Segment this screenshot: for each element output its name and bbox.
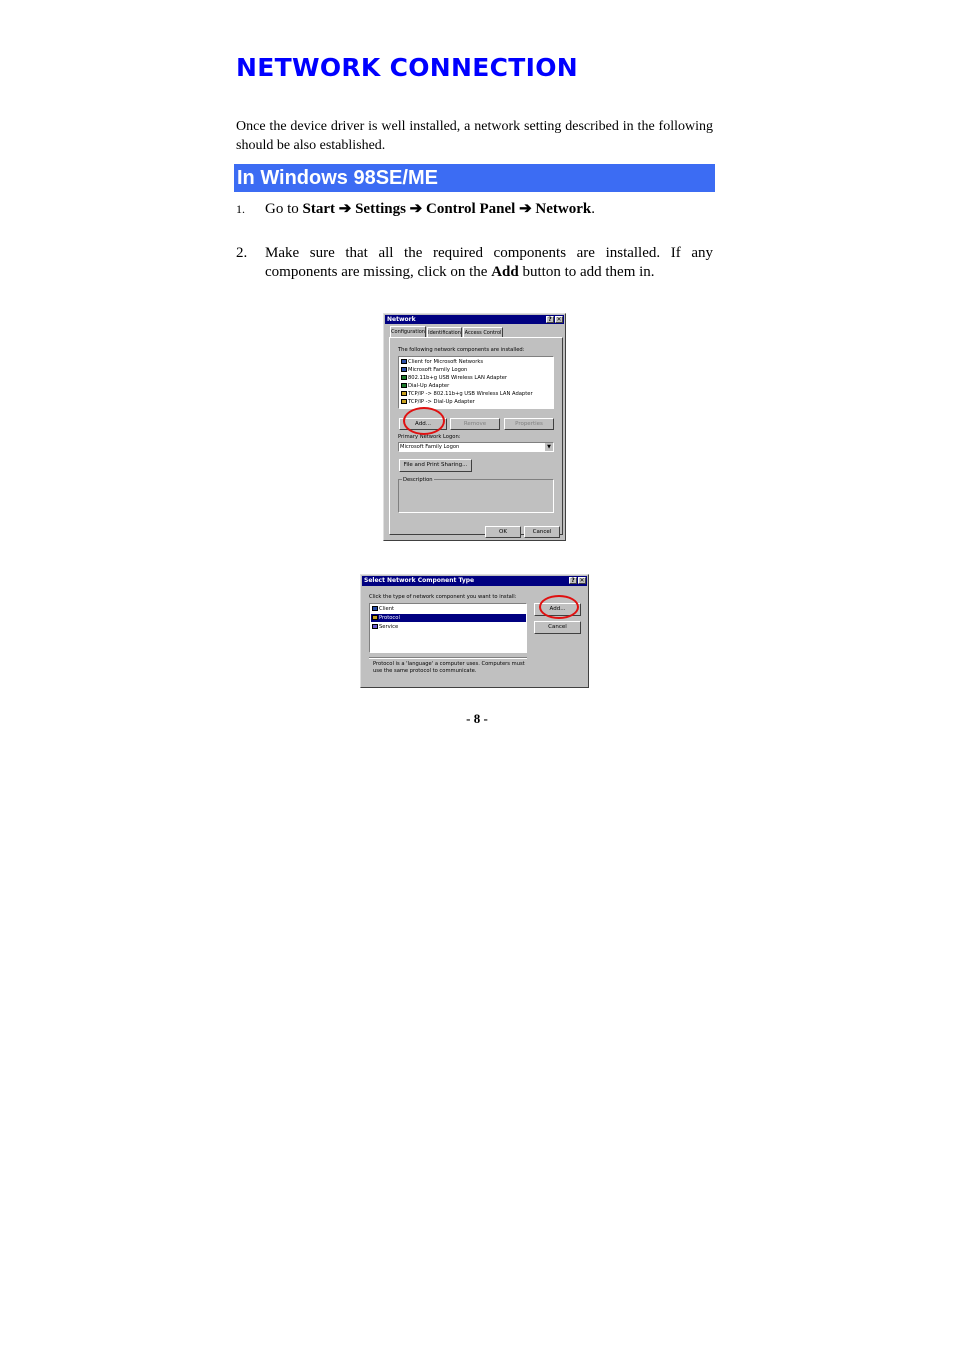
chevron-down-icon[interactable]: ▼	[545, 443, 553, 451]
list-item-label: Microsoft Family Logon	[408, 367, 468, 373]
client-icon	[401, 367, 407, 372]
list-item[interactable]	[371, 623, 526, 631]
close-icon[interactable]: ✕	[579, 577, 585, 584]
section-title: In Windows 98SE/ME	[237, 167, 438, 189]
step-2-add: Add	[491, 264, 519, 280]
client-icon	[372, 606, 378, 611]
protocol-description: Protocol is a 'language' a computer uses. Computers must use the same protocol to communicate.	[373, 661, 525, 674]
step-2-text	[265, 244, 713, 282]
list-item-label: Client for Microsoft Networks	[408, 359, 484, 365]
list-item[interactable]	[401, 390, 533, 398]
tab-configuration[interactable]: Configuration	[390, 326, 426, 338]
description-group	[398, 479, 554, 513]
list-item-label: Client	[379, 606, 395, 612]
step-2-text-after: button to add them in.	[518, 264, 655, 280]
primary-logon-value: Microsoft Family Logon	[400, 444, 460, 450]
network-dialog-titlebar	[385, 315, 564, 324]
list-item[interactable]	[401, 374, 507, 382]
list-item[interactable]	[371, 605, 526, 613]
network-dialog-title: Network	[387, 316, 416, 323]
page-heading: NETWORK CONNECTION	[236, 53, 579, 82]
highlight-circle	[539, 595, 579, 619]
tab-access-control[interactable]: Access Control	[463, 327, 503, 338]
divider	[369, 657, 527, 659]
list-item-label: TCP/IP -> Dial-Up Adapter	[408, 399, 475, 405]
remove-button[interactable]: Remove	[450, 418, 500, 430]
components-list[interactable]	[398, 356, 554, 409]
step-2-number: 2.	[236, 245, 248, 261]
step-1-network: Network	[535, 201, 592, 217]
step-1-control-panel: Control Panel	[426, 201, 516, 217]
add-button[interactable]: Add...	[399, 418, 447, 430]
step-1	[236, 200, 595, 219]
select-dialog-titlebar	[362, 576, 587, 586]
arrow-icon: ➔	[338, 201, 352, 217]
cancel-button[interactable]: Cancel	[524, 526, 560, 538]
select-component-dialog	[360, 574, 589, 688]
close-icon[interactable]: ✕	[556, 316, 562, 323]
help-icon[interactable]: ?	[569, 577, 577, 584]
page-number: - 8 -	[466, 711, 488, 726]
list-item-label: 802.11b+g USB Wireless LAN Adapter	[408, 375, 508, 381]
list-item[interactable]	[401, 366, 467, 374]
adapter-icon	[401, 375, 407, 380]
step-1-prefix: Go to	[265, 201, 303, 217]
client-icon	[401, 359, 407, 364]
tab-identification[interactable]: Identification	[427, 327, 462, 338]
highlight-circle	[403, 407, 445, 435]
step-1-end: .	[591, 201, 595, 217]
list-item-label: Service	[379, 624, 399, 630]
file-print-sharing-button[interactable]: File and Print Sharing...	[399, 459, 472, 472]
properties-button[interactable]: Properties	[504, 418, 554, 430]
components-label: The following network components are installed:	[398, 347, 525, 353]
arrow-icon: ➔	[409, 201, 423, 217]
list-item-selected[interactable]	[371, 614, 526, 622]
step-1-number: 1.	[236, 202, 245, 216]
list-item[interactable]	[401, 382, 449, 390]
protocol-icon	[401, 391, 407, 396]
primary-logon-label: Primary Network Logon:	[398, 434, 461, 440]
list-item-label: Protocol	[379, 615, 400, 621]
step-2-text-before: Make sure that all the required components are installed. If any components are missing, click on the	[265, 245, 713, 280]
intro-paragraph: Once the device driver is well installed, a network setting described in the following should be also established.	[236, 119, 713, 153]
ok-button[interactable]: OK	[485, 526, 521, 538]
step-1-start: Start	[302, 201, 335, 217]
list-item-label: Dial-Up Adapter	[408, 383, 450, 389]
primary-logon-select[interactable]	[398, 442, 554, 452]
arrow-icon: ➔	[519, 201, 532, 217]
list-item[interactable]	[401, 398, 475, 406]
select-dialog-title: Select Network Component Type	[364, 577, 475, 584]
help-icon[interactable]: ?	[546, 316, 554, 323]
step-1-settings: Settings	[355, 201, 406, 217]
add-button[interactable]: Add...	[534, 603, 581, 616]
select-prompt: Click the type of network component you want to install:	[369, 594, 517, 600]
component-type-list[interactable]	[369, 603, 527, 653]
list-item[interactable]	[401, 358, 483, 366]
cancel-button[interactable]: Cancel	[534, 621, 581, 634]
adapter-icon	[401, 383, 407, 388]
configuration-panel	[389, 337, 563, 535]
service-icon	[372, 624, 378, 629]
section-header-bar	[234, 164, 715, 192]
description-label: Description	[403, 477, 433, 483]
protocol-icon	[372, 615, 378, 620]
protocol-icon	[401, 399, 407, 404]
list-item-label: TCP/IP -> 802.11b+g USB Wireless LAN Adapter	[408, 391, 533, 397]
